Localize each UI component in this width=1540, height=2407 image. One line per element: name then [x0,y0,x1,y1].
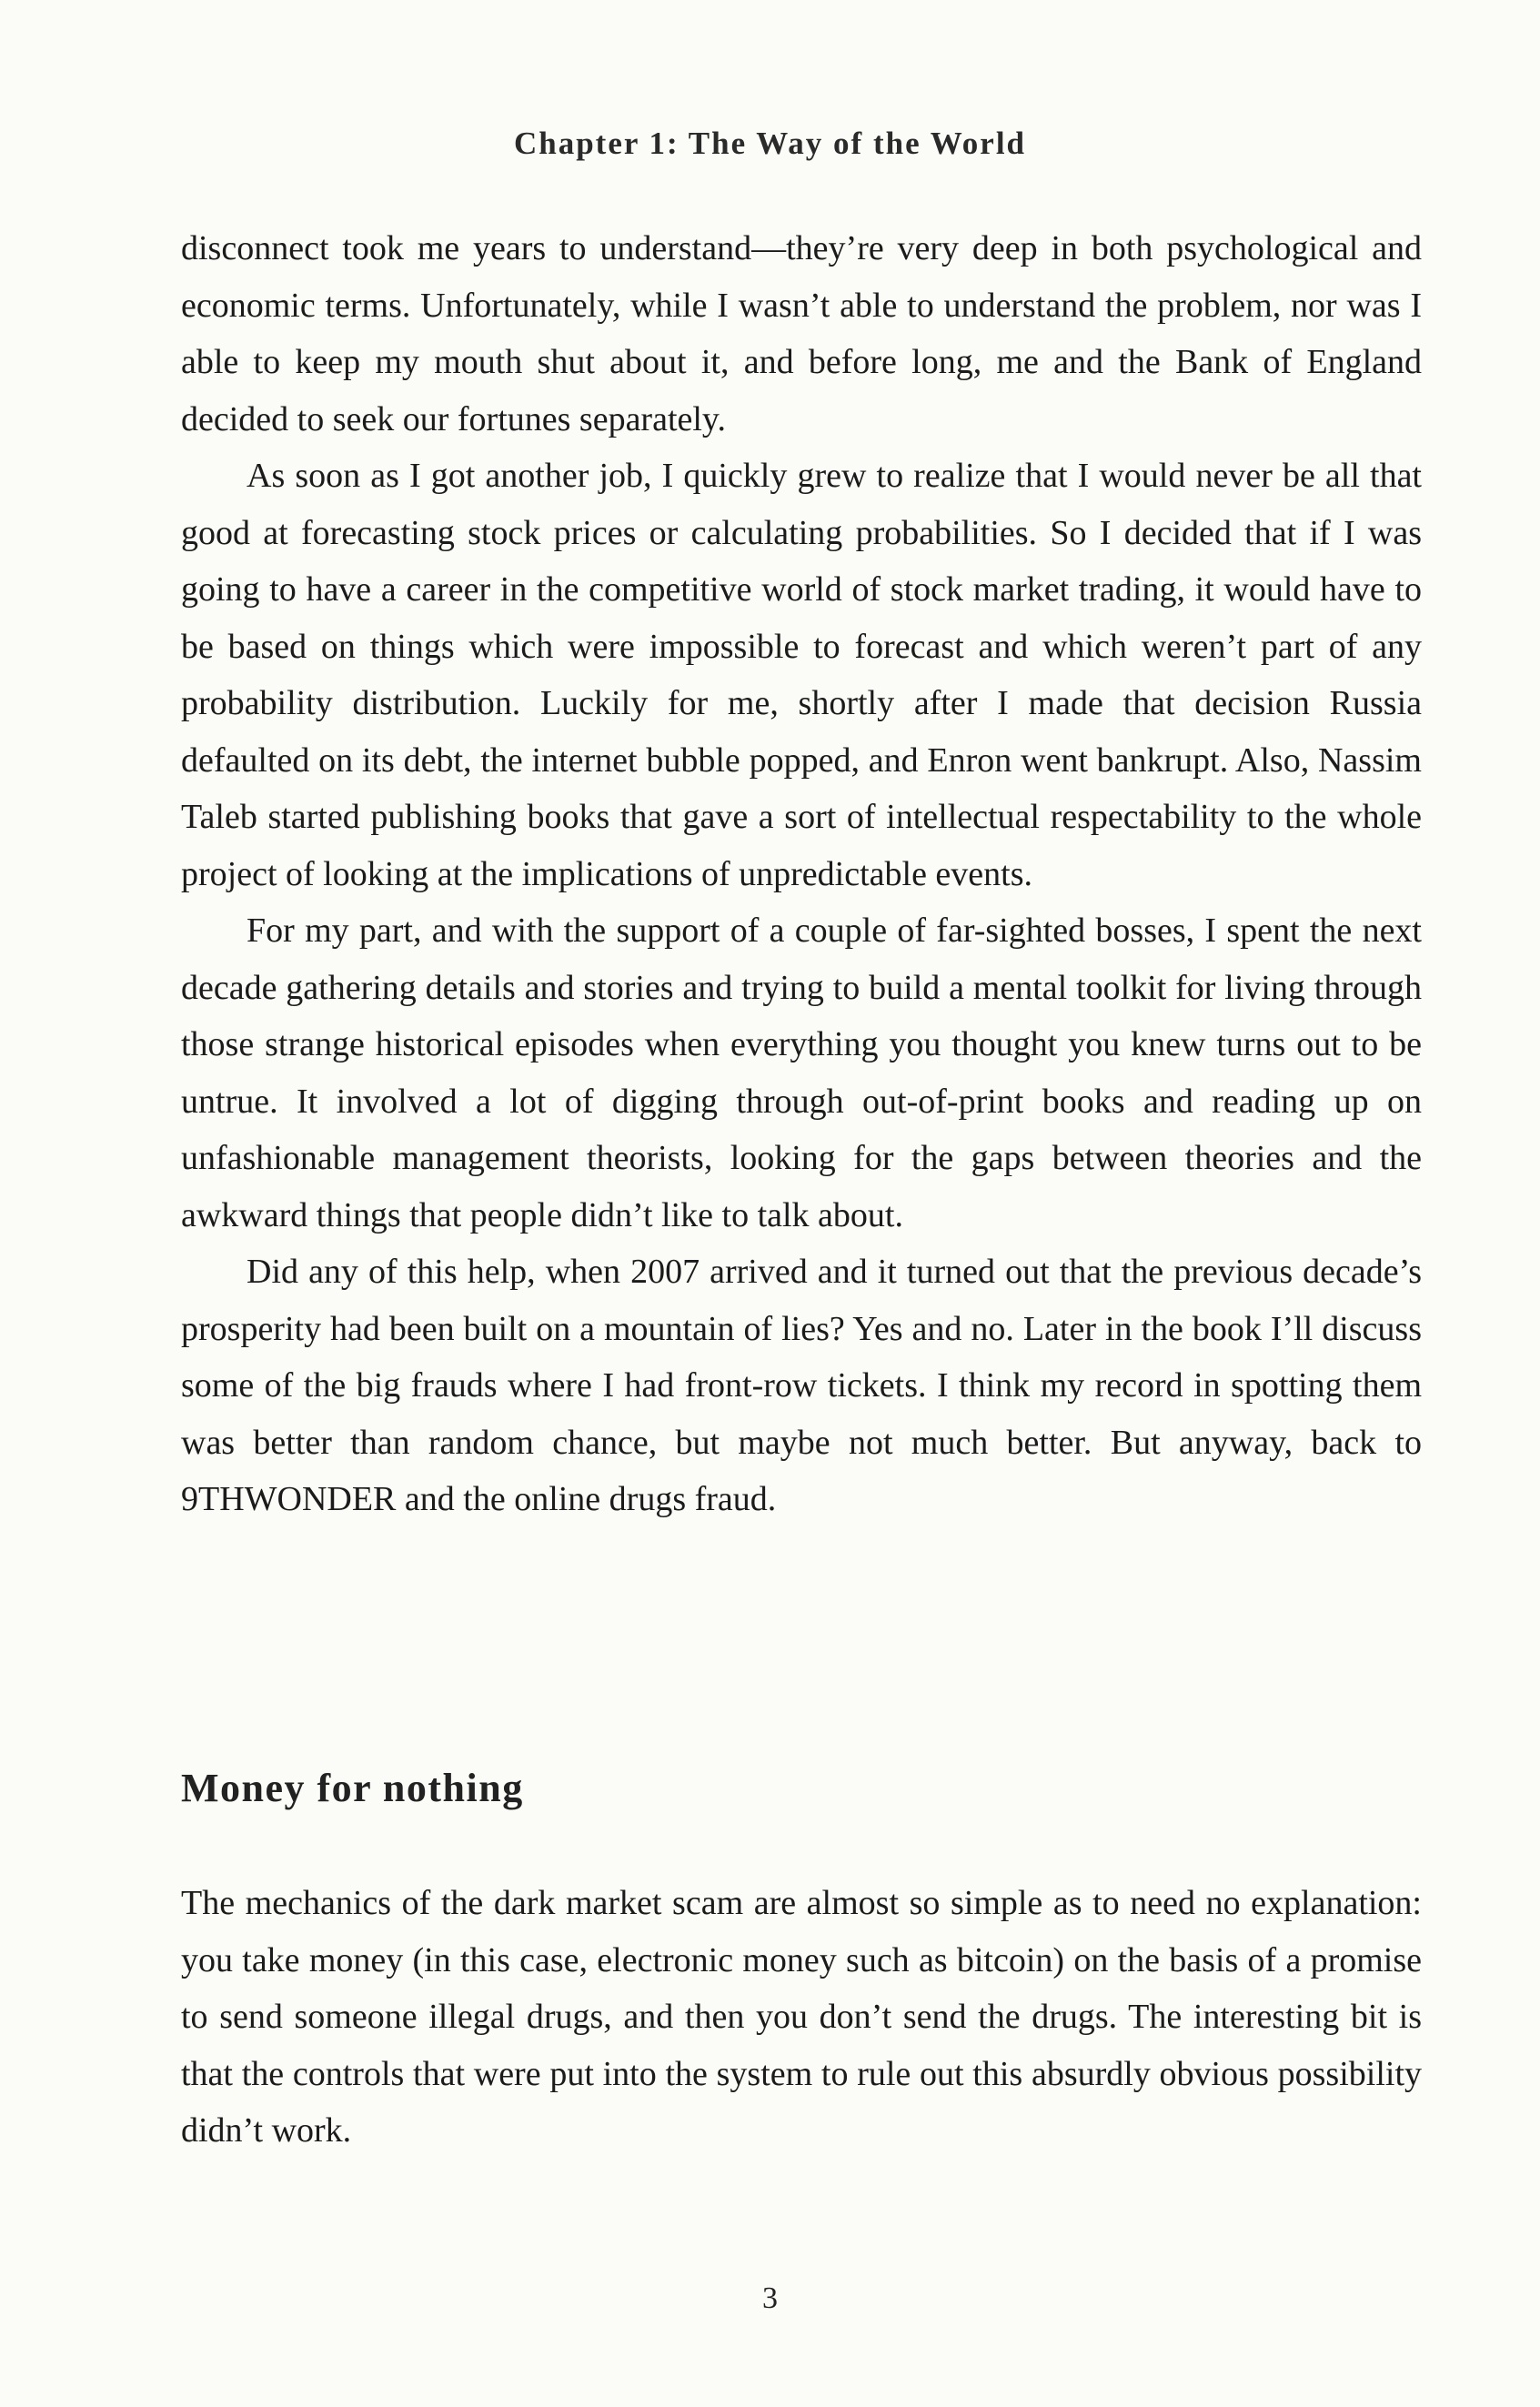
section-text [181,1875,1422,2160]
page-number: 3 [762,2281,778,2315]
paragraph: The mechanics of the dark market scam are almost so simple as to need no explanation: you take money (in this case, electronic money such as bitcoin) on the basis of a promise to send someone illegal drugs, and then you don’t send the drugs. The interesting bit is that the controls that were put into the system to rule out this absurdly obvious possibility didn’t work. [181,1884,1422,2150]
paragraph: Did any of this help, when 2007 arrived and it turned out that the previous decade’s prosperity had been built on a mountain of lies? Yes and no. Later in the book I’ll discuss some of the big frauds where I had front-row tickets. I think my record in spotting them was better than random chance, but maybe not much better. But anyway, back to 9THWONDER and the online drugs fraud. [181,1253,1422,1518]
paragraph: For my part, and with the support of a couple of far-sighted bosses, I spent the next decade gathering details and stories and trying to build a mental toolkit for living through those strange historical episodes when everything you thought you knew turns out to be untrue. It involved a lot of digging through out-of-print books and reading up on unfashionable management theorists, looking for the gaps between theories and the awkward things that people didn’t like to talk about. [181,911,1422,1234]
paragraph: As soon as I got another job, I quickly grew to realize that I would never be all that good at forecasting stock prices or calculating probabilities. So I decided that if I was going to have a career in the competitive world of stock market trading, it would have to be based on things which were impossible to forecast and which weren’t part of any probability distribution. Luckily for me, shortly after I made that decision Russia defaulted on its debt, the internet bubble popped, and Enron went bankrupt. Also, Nassim Taleb started publishing books that gave a sort of intellectual respectability to the whole project of looking at the implications of unpredictable events. [181,457,1422,893]
paragraph-continued: disconnect took me years to understand—they’re very deep in both psychological and economic terms. Unfortunately, while I wasn’t able to understand the problem, nor was I able to keep my mouth shut about it, and before long, me and the Bank of England decided to seek our fortunes separately. [181,229,1422,438]
running-head: Chapter 1: The Way of the World [513,126,1027,161]
section-heading: Money for nothing [181,1766,524,1810]
body-text [181,220,1422,1528]
